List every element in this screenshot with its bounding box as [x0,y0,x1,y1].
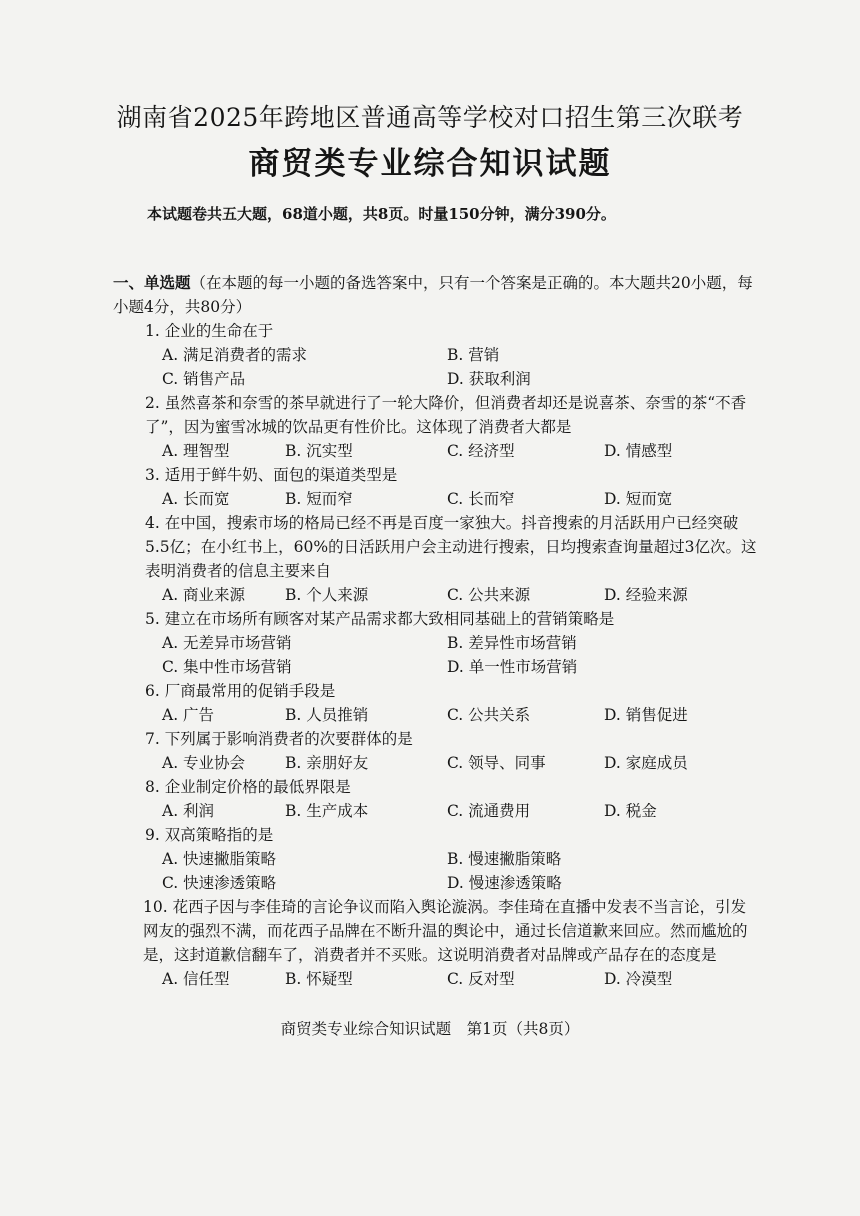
option-a: A. 满足消费者的需求 [162,346,308,364]
option-b: B. 沉实型 [285,442,353,460]
option-b: B. 个人来源 [285,586,369,604]
options-row [145,367,757,391]
section-header [113,271,753,319]
question-stem: 8. 企业制定价格的最低界限是 [145,778,351,796]
options-row [145,655,757,679]
question-item [145,727,757,775]
options-row [145,847,757,871]
options-row [145,583,757,607]
option-d: D. 税金 [604,802,657,820]
option-d: D. 销售促进 [604,706,688,724]
option-c: C. 公共来源 [447,586,531,604]
options-row [145,439,757,463]
question-item [145,511,757,607]
question-list [145,319,757,991]
option-b: B. 营销 [447,346,500,364]
question-item [145,319,757,391]
section-heading: 一、单选题 [113,273,191,292]
exam-meta-info: 本试题卷共五大题，68道小题，共8页。时量150分钟，满分390分。 [147,205,616,223]
option-d: D. 经验来源 [604,586,688,604]
question-stem: 4. 在中国，搜索市场的格局已经不再是百度一家独大。抖音搜索的月活跃用户已经突破5.5亿；在小红书上，60%的日活跃用户会主动进行搜索，日均搜索查询量超过3亿次。这表明消费者的信息主要来自 [145,514,757,580]
option-c: C. 领导、同事 [447,754,546,772]
option-d: D. 获取利润 [447,370,531,388]
exam-title-line1: 湖南省2025年跨地区普通高等学校对口招生第三次联考 [116,103,744,132]
option-d: D. 单一性市场营销 [447,658,578,676]
option-b: B. 慢速撇脂策略 [447,850,562,868]
option-a: A. 商业来源 [162,586,246,604]
options-row [145,967,757,991]
question-stem: 6. 厂商最常用的促销手段是 [145,682,336,700]
question-stem: 10. 花西子因与李佳琦的言论争议而陷入舆论漩涡。李佳琦在直播中发表不当言论，引发网友的强烈不满，而花西子品牌在不断升温的舆论中，通过长信道歉来回应。然而尴尬的是，这封道歉信翻车了，消费者并不买账。这说明消费者对品牌或产品存在的态度是 [143,898,748,964]
option-c: C. 长而窄 [447,490,515,508]
option-b: B. 生产成本 [285,802,369,820]
option-c: C. 公共关系 [447,706,531,724]
option-c: C. 反对型 [447,970,515,988]
question-stem: 9. 双高策略指的是 [145,826,274,844]
option-d: D. 短而宽 [604,490,673,508]
question-item [145,391,757,463]
section-instructions: （在本题的每一小题的备选答案中，只有一个答案是正确的。本大题共20小题，每小题4分，共80分） [113,274,753,316]
exam-title-line2: 商贸类专业综合知识试题 [248,146,612,182]
options-row [145,631,757,655]
option-a: A. 无差异市场营销 [162,634,292,652]
option-d: D. 慢速渗透策略 [447,874,562,892]
question-item [145,775,757,823]
page-footer: 商贸类专业综合知识试题 第1页（共8页） [280,1020,580,1038]
option-c: C. 流通费用 [447,802,531,820]
question-item [145,895,757,991]
option-b: B. 短而窄 [285,490,353,508]
options-row [145,343,757,367]
question-stem: 3. 适用于鲜牛奶、面包的渠道类型是 [145,466,398,484]
options-row [145,799,757,823]
question-stem: 2. 虽然喜茶和奈雪的茶早就进行了一轮大降价，但消费者却还是说喜茶、奈雪的茶“不香了”，因为蜜雪冰城的饮品更有性价比。这体现了消费者大都是 [145,394,747,436]
option-a: A. 利润 [162,802,215,820]
option-c: C. 经济型 [447,442,515,460]
option-b: B. 怀疑型 [285,970,353,988]
question-stem: 5. 建立在市场所有顾客对某产品需求都大致相同基础上的营销策略是 [145,610,615,628]
options-row [145,703,757,727]
options-row [145,487,757,511]
option-d: D. 情感型 [604,442,673,460]
option-a: A. 长而宽 [162,490,230,508]
option-c: C. 集中性市场营销 [162,658,292,676]
question-item [145,823,757,895]
option-b: B. 亲朋好友 [285,754,369,772]
option-c: C. 销售产品 [162,370,246,388]
option-d: D. 家庭成员 [604,754,688,772]
options-row [145,751,757,775]
option-a: A. 专业协会 [162,754,246,772]
question-item [145,463,757,511]
option-c: C. 快速渗透策略 [162,874,277,892]
option-a: A. 快速撇脂策略 [162,850,277,868]
option-a: A. 信任型 [162,970,230,988]
option-b: B. 差异性市场营销 [447,634,577,652]
option-a: A. 广告 [162,706,215,724]
question-stem: 7. 下列属于影响消费者的次要群体的是 [145,730,413,748]
options-row [145,871,757,895]
question-item [145,607,757,679]
question-item [145,679,757,727]
option-d: D. 冷漠型 [604,970,673,988]
option-b: B. 人员推销 [285,706,369,724]
question-stem: 1. 企业的生命在于 [145,322,274,340]
option-a: A. 理智型 [162,442,230,460]
